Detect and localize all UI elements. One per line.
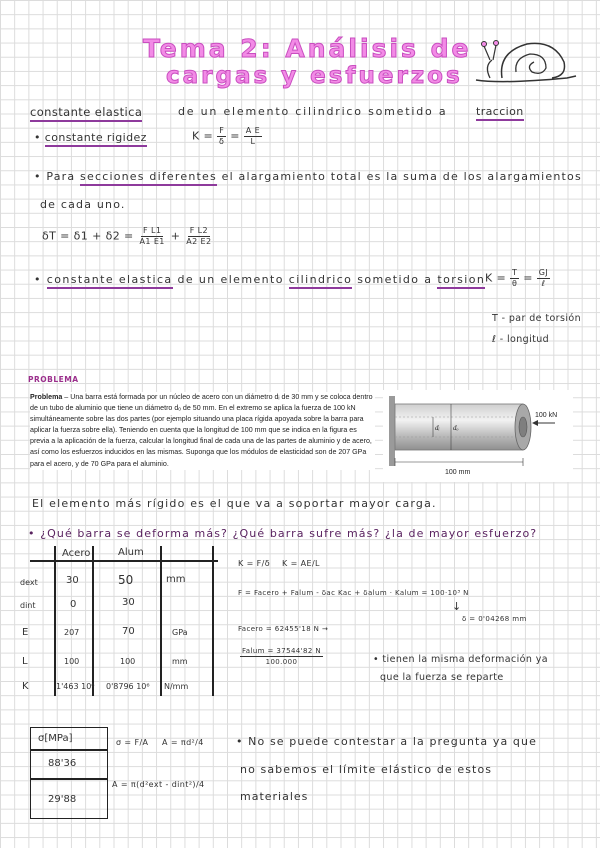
ae-over-l — [244, 126, 262, 147]
table1-cell-acero: 100 — [64, 657, 80, 666]
table1-header-alum: Alum — [118, 547, 144, 558]
section2-heading-e: torsion — [437, 273, 485, 289]
bullet2-line1 — [34, 170, 582, 183]
frac-den: A1 E1 — [139, 237, 165, 246]
table1-vline3 — [160, 546, 162, 696]
stress-table-hline2 — [30, 778, 108, 780]
question-line — [28, 527, 537, 540]
stress-table-value: 29'88 — [48, 794, 77, 805]
section2-heading-a: constante elastica — [47, 273, 173, 289]
calc-k-def2: K = AE/L — [282, 559, 320, 568]
table1-cell-acero: 1'463 10⁶ — [56, 682, 95, 691]
table1-header-acero: Acero — [62, 548, 91, 559]
table1-cell-unit: N/mm — [164, 682, 189, 691]
frac-num: A E — [245, 126, 261, 135]
bullet2-text-b: secciones diferentes — [80, 170, 217, 186]
sum-eq: δT = δ1 + δ2 = — [42, 229, 134, 243]
table1-cell-unit: GPa — [172, 628, 188, 637]
bullet-dot: • — [34, 170, 47, 183]
calc-f-acero — [238, 625, 328, 633]
table1-hline — [30, 560, 218, 562]
def-length: ℓ - longitud — [492, 334, 550, 345]
frac-den: A2 E2 — [186, 237, 212, 246]
table1-cell-alum: 100 — [120, 657, 136, 666]
problem-bold-lead: Problema — [30, 393, 63, 401]
calc-f-alum — [240, 646, 323, 667]
page-title-line1: Tema 2: Análisis de — [143, 34, 472, 63]
section2-heading — [34, 273, 485, 286]
stress-note2: no sabemos el límite elástico de estos — [240, 763, 493, 776]
section1-heading-a: constante elastica — [30, 105, 142, 122]
table1-vline2 — [92, 546, 94, 696]
same-deformation-note2: que la fuerza se reparte — [380, 672, 504, 683]
f-over-delta — [217, 126, 226, 147]
area-formula: A = πd²/4 — [162, 738, 204, 747]
frac-den: δ — [219, 137, 225, 146]
tube-body — [395, 404, 523, 450]
frac-num: T — [512, 268, 518, 277]
frac-num: F — [219, 126, 225, 135]
section2-heading-d: sometido a — [357, 273, 433, 286]
fl2-over-ae2 — [184, 226, 213, 247]
calc-force-sum: F = Facero + Falum - δac Kac + δalum · Kalum = 100·10³ N — [238, 589, 469, 597]
table1-row-label: E — [22, 627, 29, 638]
frac-den: ℓ — [541, 279, 546, 288]
frac-den: θ — [512, 279, 518, 288]
table1-vline1 — [54, 546, 56, 696]
table1-cell-alum: 0'8796 10⁶ — [106, 682, 150, 691]
stress-table-header: σ[MPa] — [38, 733, 73, 744]
table1-cell-unit: mm — [172, 657, 188, 666]
table1-cell-acero: 0 — [70, 599, 77, 610]
table1-row-label: K — [22, 681, 29, 692]
stress-note3: materiales — [240, 790, 309, 803]
do-label: dₒ — [453, 424, 459, 432]
di-label: dᵢ — [435, 424, 440, 432]
table1-cell-acero: 30 — [66, 575, 79, 586]
frac-den: 100.000 — [265, 658, 298, 666]
same-deformation-note: • tienen la misma deformación ya — [373, 654, 548, 665]
bullet-dot: • — [34, 273, 47, 286]
table1-vline4 — [212, 546, 214, 696]
force-label: 100 kN — [535, 412, 558, 419]
k-eq: K = — [485, 271, 507, 285]
bullet-dot: • — [34, 131, 45, 144]
bullet1-label: constante rigidez — [45, 131, 147, 147]
force-arrow-icon — [532, 420, 538, 426]
gj-over-l — [537, 268, 550, 289]
problem-tag: PROBLEMA — [28, 375, 79, 384]
table1-row-label: dint — [20, 601, 36, 610]
plus-sign: + — [170, 229, 181, 243]
table1-row-label: L — [22, 656, 28, 667]
table1-cell-alum: 50 — [118, 573, 134, 587]
problem-text: – Una barra está formada por un núcleo de acero con un diámetro dᵢ de 30 mm y se coloca dentro de un tubo de aluminio que tiene un diámetro dₒ de 50 mm. En el extremo se aplica la fuerza de 100 kN simultáneamente sobre las dos partes (por ejemplo situando una placa rígida apoyada sobre la barra para aplicar la fuerza sobre ella). Teniendo en cuenta que la longitud de 100 mm que se indica en la figura es previa a la aplicación de la fuerza, calcular la longitud final de cada una de las partes de aluminio y de acero, así como los esfuerzos inducidos en las mismas. Suponga que los módulos de elasticidad son de 207 GPa para el acero, y de 70 GPa para el aluminio. — [30, 393, 373, 468]
rigid-note: El elemento más rígido es el que va a soportar mayor carga. — [32, 497, 437, 510]
stress-note1: • No se puede contestar a la pregunta ya que — [236, 735, 537, 748]
frac-num: Falum = 37544'82 N — [242, 647, 321, 655]
frac-den: L — [250, 137, 256, 146]
question-text: ¿Qué barra se deforma más? ¿Qué barra sufre más? ¿la de mayor esfuerzo? — [40, 527, 538, 540]
calc-delta-result: δ = 0'04268 mm — [462, 615, 527, 623]
table1-row-label: dext — [20, 578, 38, 587]
arrow-icon: → — [321, 625, 329, 633]
k-eq: K = — [192, 129, 214, 143]
bullet2-line2: de cada uno. — [40, 198, 126, 211]
sum-formula — [42, 226, 213, 247]
calc-k-def: K = F/δ — [238, 559, 271, 568]
section1-heading-b: de un elemento cilindrico sometido a — [178, 105, 448, 118]
frac-num: F L2 — [189, 226, 208, 235]
f-acero-text: Facero = 62455'18 N — [238, 625, 320, 633]
calc-arrow: ↓ — [452, 600, 462, 613]
sigma-formula: σ = F/A — [116, 738, 149, 747]
frac-num: F L1 — [143, 226, 162, 235]
stress-table-hline1 — [30, 749, 108, 751]
table1-cell-alum: 30 — [122, 597, 135, 608]
t-over-theta — [510, 268, 519, 289]
fl1-over-ae1 — [138, 226, 167, 247]
table1-cell-alum: 70 — [122, 626, 135, 637]
def-torque: T - par de torsión — [492, 313, 582, 324]
bullet1 — [34, 131, 147, 144]
length-label: 100 mm — [445, 469, 471, 476]
bullet-dot: • — [28, 527, 41, 540]
frac-num: GJ — [538, 268, 549, 277]
core-end — [519, 417, 527, 437]
snail-doodle-icon — [472, 32, 582, 87]
bullet2-text-c: el alargamiento total es la suma de los alargamientos — [221, 170, 582, 183]
page-title-line2: cargas y esfuerzos — [166, 63, 463, 89]
k-formula-torsion: K = $\frac{T}{\theta}$ = $\frac{GJ}{\text{ℓ}}$ — [485, 268, 549, 288]
table1-cell-acero: 207 — [64, 628, 80, 637]
problem-statement — [30, 392, 375, 470]
stress-table-value: 88'36 — [48, 758, 77, 769]
problem-figure — [383, 390, 573, 482]
section1-heading-c: traccion — [476, 105, 524, 121]
bullet2-text-a: Para — [46, 170, 76, 183]
area-tube-formula: A = π(d²ext - dint²)/4 — [112, 780, 205, 789]
section2-heading-b: de un elemento — [177, 273, 284, 286]
section2-heading-c: cilindrico — [289, 273, 353, 289]
f-alum-fraction — [240, 646, 323, 667]
k-formula-traction: K = $\frac{F}{\delta}$ = $\frac{\text{A E}}{L}$ — [192, 126, 261, 146]
wall-support — [389, 396, 395, 466]
table1-cell-unit: mm — [166, 574, 186, 585]
